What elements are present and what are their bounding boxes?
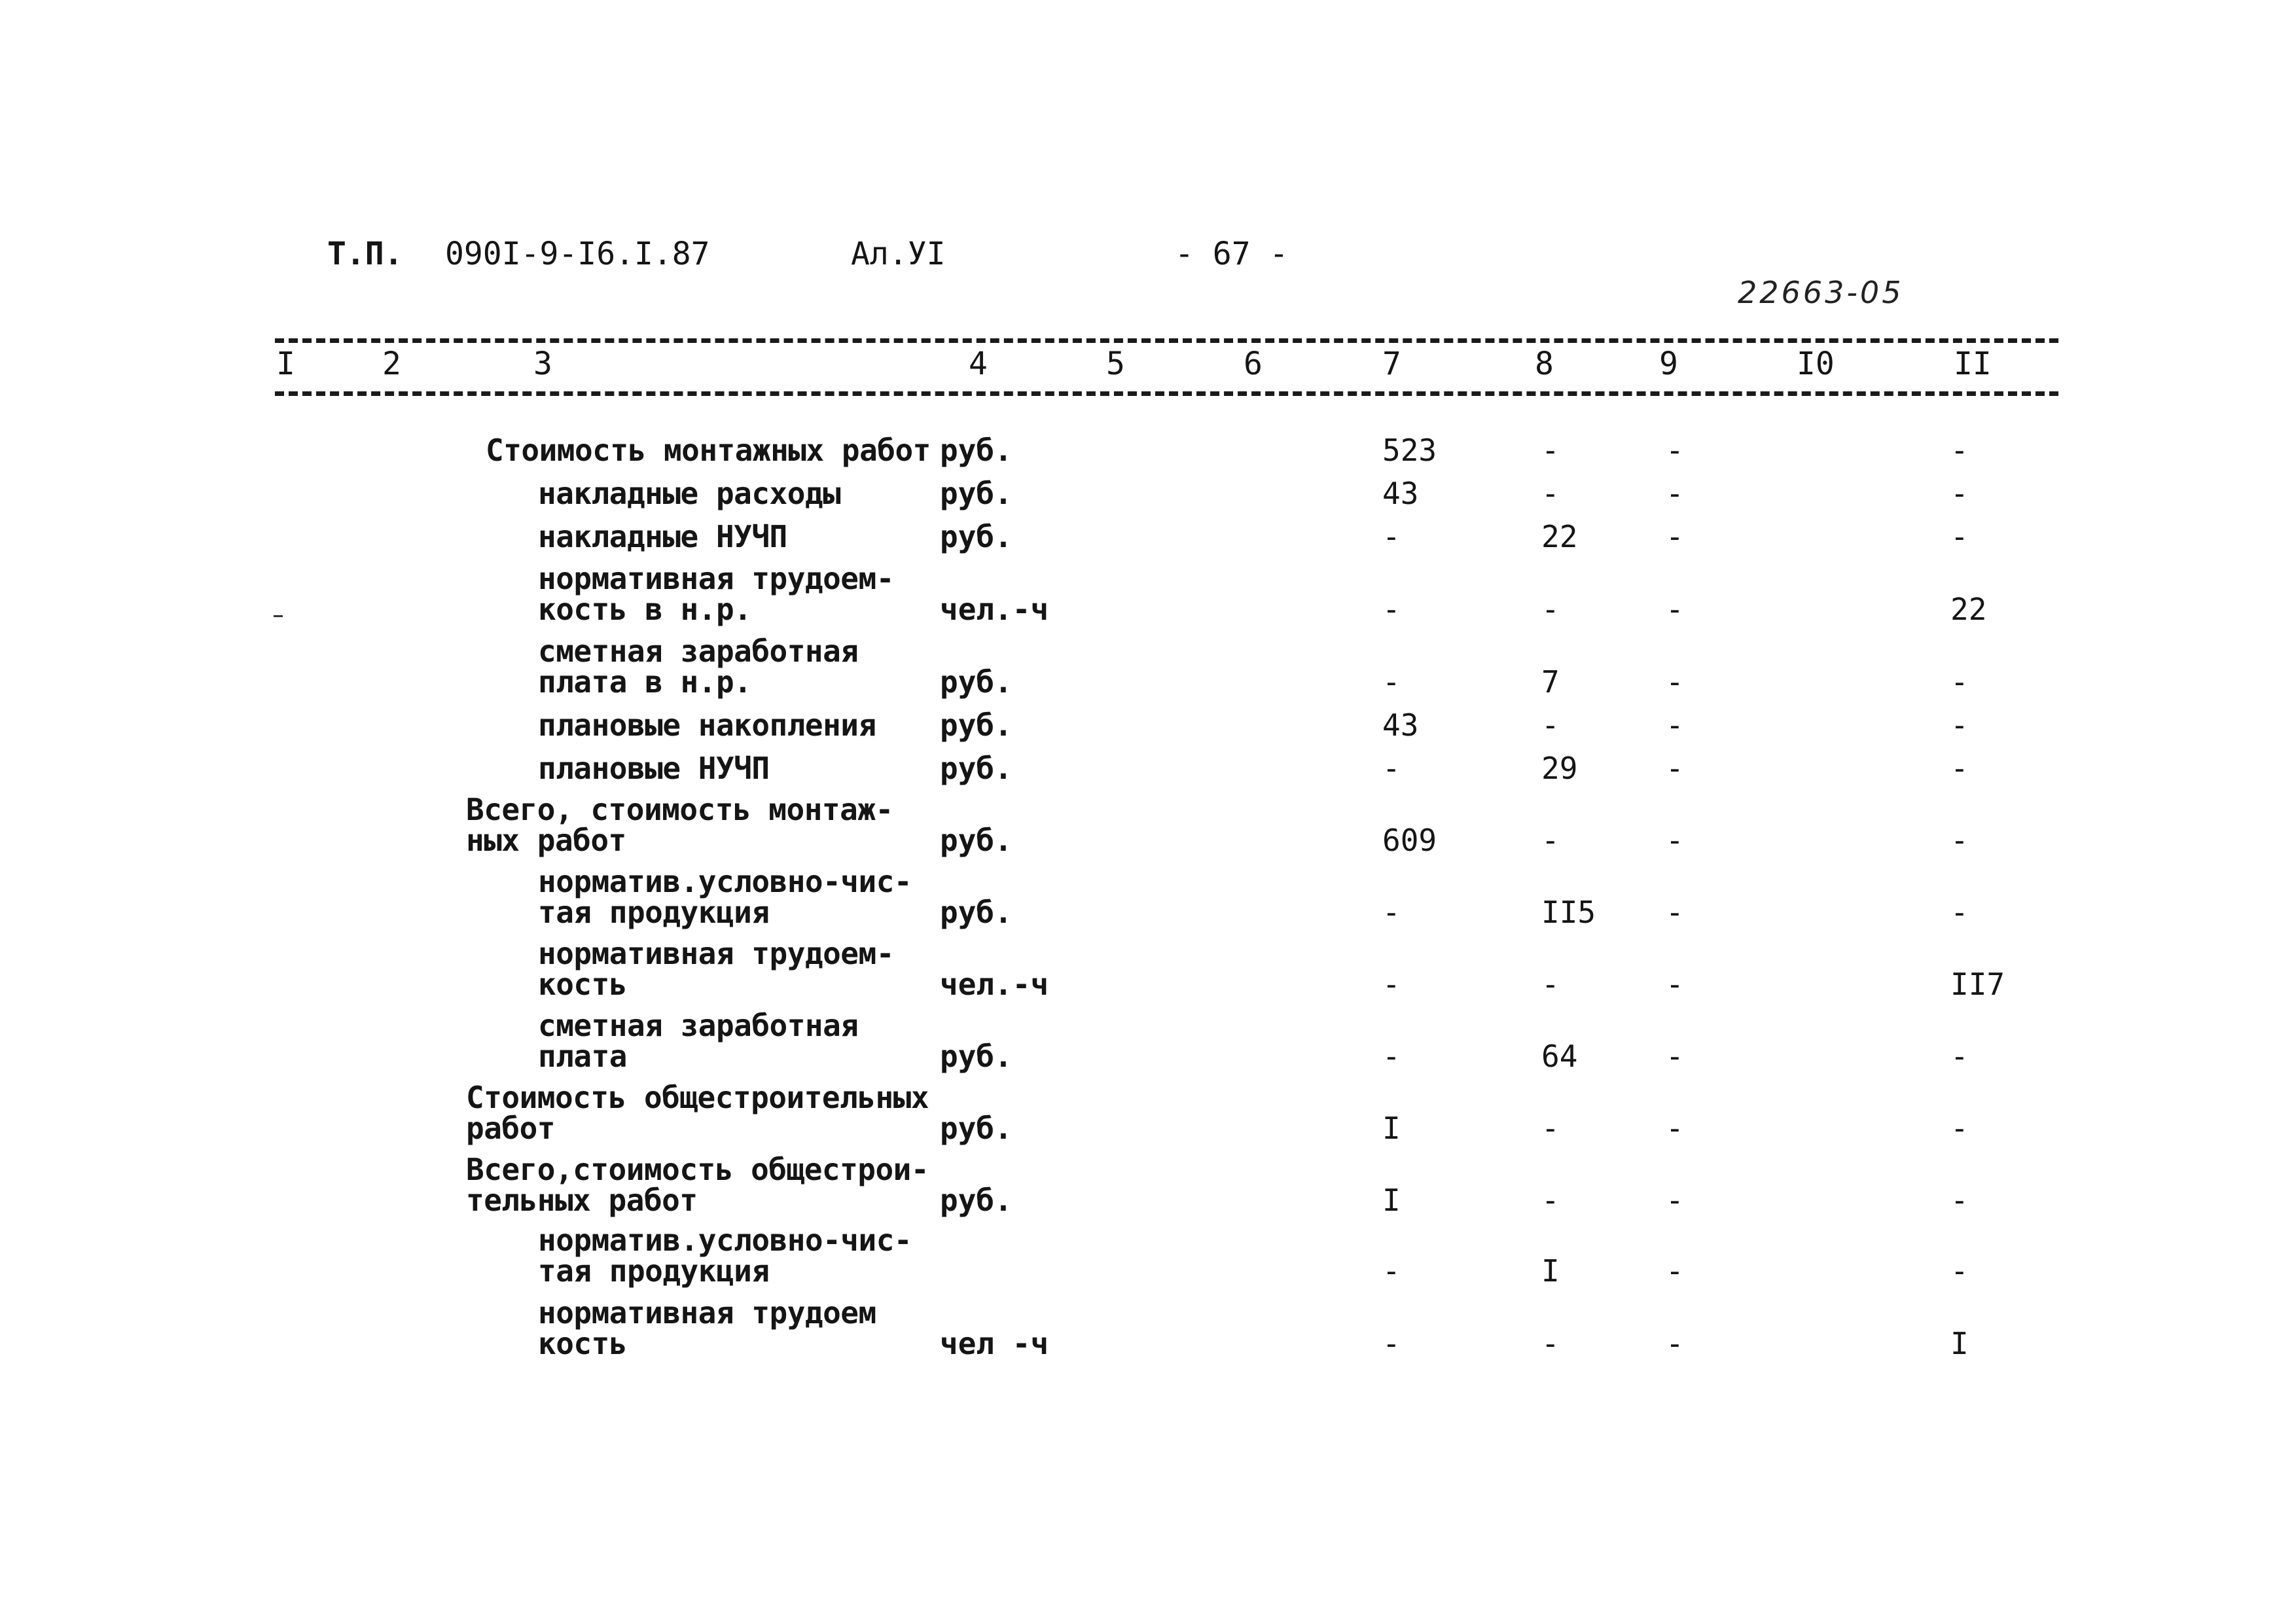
inventory-number: 22663-05	[1738, 275, 1904, 310]
column-number: 2	[382, 346, 401, 382]
col9-value: -	[1666, 895, 1684, 930]
col11-value: -	[1950, 519, 1969, 554]
item-name	[538, 1010, 859, 1072]
col11-value: -	[1950, 751, 1969, 786]
col11-value: -	[1950, 1111, 1969, 1146]
item-name-line: тая продукция	[538, 1253, 770, 1289]
table-row	[0, 1294, 2296, 1359]
col7-value: -	[1382, 519, 1401, 554]
unit-cell: руб.	[940, 707, 1013, 743]
column-number: I0	[1797, 346, 1835, 382]
col7-value: -	[1382, 895, 1401, 930]
item-name	[466, 1154, 929, 1216]
unit-cell: чел -ч	[940, 1326, 1049, 1361]
unit-cell: руб.	[940, 519, 1013, 554]
table-row	[0, 487, 2296, 552]
item-name-line: кость	[538, 967, 627, 1002]
item-name-line: плата	[538, 1039, 627, 1074]
col9-value: -	[1666, 1183, 1684, 1218]
item-name	[538, 866, 912, 928]
item-name	[538, 519, 787, 554]
column-number: 5	[1106, 346, 1125, 382]
col9-value: -	[1666, 519, 1684, 554]
item-name	[538, 563, 894, 625]
table-header-rule	[275, 391, 2058, 396]
item-name-line: норматив.условно-чис-	[538, 1222, 912, 1258]
unit-cell: руб.	[940, 1039, 1013, 1074]
unit-cell: руб.	[940, 664, 1013, 700]
col9-value: -	[1666, 967, 1684, 1002]
unit-cell: руб.	[940, 823, 1013, 858]
col9-value: -	[1666, 1111, 1684, 1146]
item-name-line: норматив.условно-чис-	[538, 864, 912, 899]
item-name	[466, 1082, 929, 1144]
document-code: Т.П.	[327, 236, 403, 272]
col8-value: II5	[1541, 895, 1596, 930]
unit-cell: руб.	[940, 1111, 1013, 1146]
col7-value: -	[1382, 1326, 1401, 1361]
table-row	[0, 1007, 2296, 1072]
col8-value: -	[1541, 823, 1560, 858]
col9-value: -	[1666, 592, 1684, 627]
col8-value: 7	[1541, 664, 1560, 700]
item-name-line: нормативная трудоем-	[538, 936, 894, 971]
col7-value: -	[1382, 1253, 1401, 1289]
col7-value: -	[1382, 664, 1401, 700]
column-number: II	[1954, 346, 1992, 382]
item-name-line: сметная заработная	[538, 633, 859, 669]
unit-cell: руб.	[940, 476, 1013, 511]
col11-value: -	[1950, 823, 1969, 858]
col8-value: -	[1541, 1111, 1560, 1146]
col9-value: -	[1666, 476, 1684, 511]
item-name-line: ных работ	[466, 823, 626, 858]
col11-value: -	[1950, 664, 1969, 700]
col11-value: -	[1950, 476, 1969, 511]
col8-value: -	[1541, 967, 1560, 1002]
table-top-rule	[275, 338, 2058, 343]
item-name-line: накладные НУЧП	[538, 519, 787, 554]
col9-value: -	[1666, 433, 1684, 468]
unit-cell: руб.	[940, 1183, 1013, 1218]
col7-value: 609	[1382, 823, 1437, 858]
col9-value: -	[1666, 1039, 1684, 1074]
table-row	[0, 1150, 2296, 1216]
column-number: 7	[1382, 346, 1401, 382]
col8-value: 64	[1541, 1039, 1578, 1074]
col11-value: -	[1950, 1183, 1969, 1218]
col8-value: -	[1541, 433, 1560, 468]
col7-value: 523	[1382, 433, 1437, 468]
col7-value: -	[1382, 751, 1401, 786]
col8-value: 29	[1541, 751, 1578, 786]
table-row	[0, 1221, 2296, 1287]
col8-value: -	[1541, 707, 1560, 743]
item-name-line: нормативная трудоем-	[538, 561, 894, 596]
col7-value: I	[1382, 1111, 1401, 1146]
col11-value: -	[1950, 1039, 1969, 1074]
item-name	[538, 1295, 876, 1361]
item-name-line: накладные расходы	[538, 476, 841, 511]
item-name-line: кость в н.р.	[538, 592, 752, 627]
col11-value: I	[1950, 1326, 1969, 1361]
col9-value: -	[1666, 751, 1684, 786]
col7-value: 43	[1382, 476, 1419, 511]
unit-cell: чел.-ч	[940, 592, 1049, 627]
col7-value: -	[1382, 967, 1401, 1002]
album-label: Ал.УI	[851, 236, 946, 272]
col7-value: 43	[1382, 707, 1419, 743]
item-name-line: тая продукция	[538, 895, 770, 930]
col9-value: -	[1666, 823, 1684, 858]
col9-value: -	[1666, 1326, 1684, 1361]
unit-cell: чел.-ч	[940, 967, 1049, 1002]
col11-value: -	[1950, 707, 1969, 743]
col9-value: -	[1666, 1253, 1684, 1289]
col8-value: 22	[1541, 519, 1578, 554]
column-number: 9	[1659, 346, 1678, 382]
column-number: 4	[969, 346, 988, 382]
col11-value: -	[1950, 433, 1969, 468]
column-number: I	[276, 346, 295, 382]
item-name-line: Стоимость общестроительных	[466, 1080, 929, 1115]
col8-value: -	[1541, 1326, 1560, 1361]
col7-value: I	[1382, 1183, 1401, 1218]
column-number: 6	[1244, 346, 1263, 382]
col7-value: -	[1382, 1039, 1401, 1074]
item-name	[538, 753, 770, 784]
col8-value: I	[1541, 1253, 1560, 1289]
table-row	[0, 560, 2296, 625]
table-row	[0, 791, 2296, 856]
item-name-line: Стоимость монтажных работ	[486, 433, 931, 468]
col11-value: 22	[1950, 592, 1987, 627]
col8-value: -	[1541, 1183, 1560, 1218]
item-name-line: кость	[538, 1326, 627, 1361]
col7-value: -	[1382, 592, 1401, 627]
col11-value: -	[1950, 1253, 1969, 1289]
item-name-line: плановые НУЧП	[538, 751, 770, 786]
item-name-line: плата в н.р.	[538, 664, 752, 700]
col8-value: -	[1541, 476, 1560, 511]
item-name-line: Всего, стоимость монтаж-	[466, 792, 893, 827]
column-number: 8	[1535, 346, 1554, 382]
column-number: 3	[533, 346, 552, 382]
item-name-line: нормативная трудоем	[538, 1295, 876, 1330]
table-row	[0, 1079, 2296, 1144]
item-name	[538, 1222, 912, 1289]
table-row	[0, 863, 2296, 928]
project-number: 090I-9-I6.I.87	[445, 236, 710, 272]
table-row	[0, 935, 2296, 1000]
col9-value: -	[1666, 664, 1684, 700]
item-name-line: тельных работ	[466, 1183, 698, 1218]
col9-value: -	[1666, 707, 1684, 743]
item-name-line: сметная заработная	[538, 1008, 859, 1043]
unit-cell: руб.	[940, 433, 1013, 468]
page-number: - 67 -	[1175, 236, 1289, 272]
col11-value: -	[1950, 895, 1969, 930]
item-name	[538, 938, 894, 1000]
col11-value: II7	[1950, 967, 2005, 1002]
item-name-line: плановые накопления	[538, 707, 876, 743]
item-name-line: работ	[466, 1111, 555, 1146]
item-name-line: Всего,стоимость общестрои-	[466, 1152, 929, 1187]
item-name	[466, 794, 893, 856]
table-row	[0, 719, 2296, 784]
unit-cell: руб.	[940, 751, 1013, 786]
unit-cell: руб.	[940, 895, 1013, 930]
col8-value: -	[1541, 592, 1560, 627]
